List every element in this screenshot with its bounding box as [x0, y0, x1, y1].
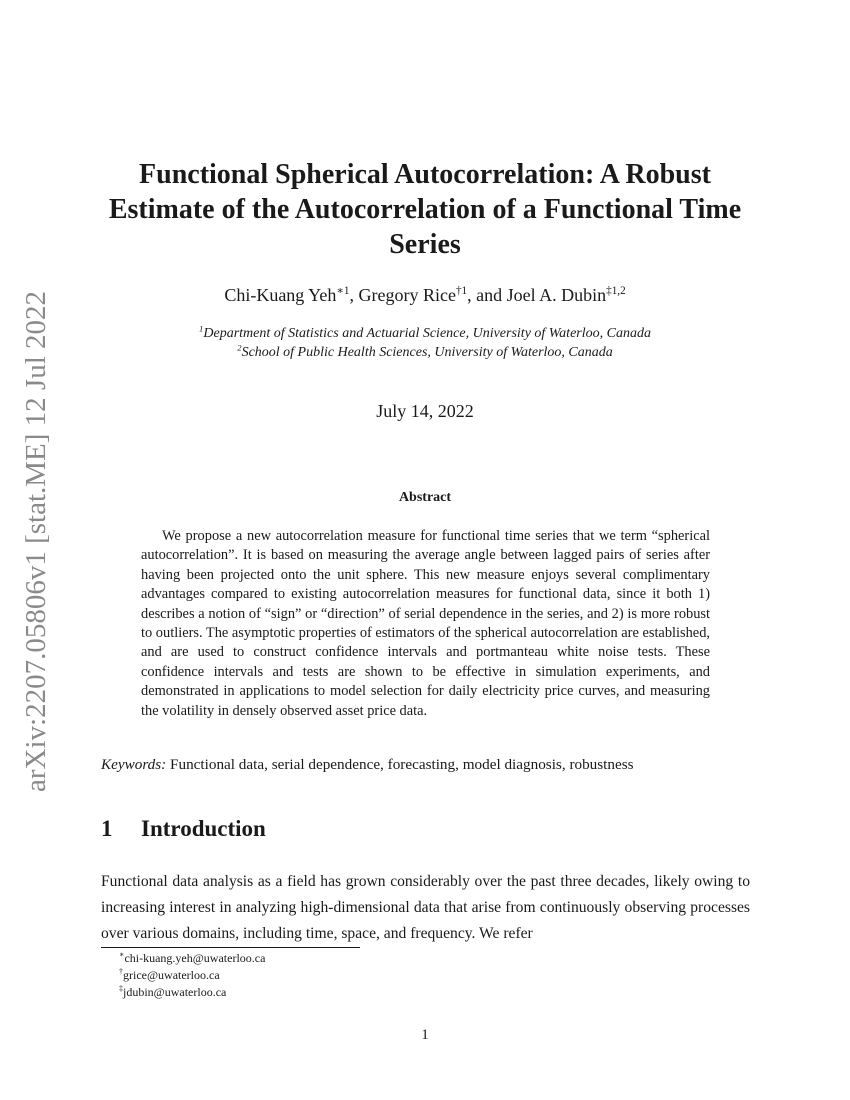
- section-title: Introduction: [141, 816, 266, 841]
- footnote-email: jdubin@uwaterloo.ca: [123, 985, 227, 999]
- author-affiliation-marks: ‡1,2: [606, 285, 626, 297]
- footnote: [119, 950, 265, 967]
- page-number: 1: [421, 1027, 429, 1043]
- footnote-divider: [101, 947, 360, 948]
- footnote-email: chi-kuang.yeh@uwaterloo.ca: [124, 951, 266, 965]
- author-name: Chi-Kuang Yeh: [224, 285, 337, 305]
- affiliation-number: 1: [199, 323, 204, 334]
- affiliation-text: School of Public Health Sciences, University of Waterloo, Canada: [241, 345, 613, 360]
- paper-title: Functional Spherical Autocorrelation: A Robust Estimate of the Autocorrelation of a Functional Time Series: [108, 159, 742, 260]
- footnote: [119, 984, 265, 1001]
- arxiv-identifier-stamp: arXiv:2207.05806v1 [stat.ME] 12 Jul 2022: [20, 290, 52, 792]
- affiliation-number: 2: [237, 342, 242, 353]
- abstract-heading: Abstract: [398, 490, 452, 505]
- author-affiliation-marks: ∗1: [336, 285, 350, 297]
- author-name: Joel A. Dubin: [506, 285, 607, 305]
- introduction-text: Functional data analysis as a field has grown considerably over the past three decades, likely owing to increasing interest in analyzing high-dimensional data that arise from continuously observing processes over various domains, including time, space, and frequency. We refer: [101, 873, 750, 942]
- footnote-list: [119, 950, 265, 1001]
- affiliation-list: [100, 324, 750, 362]
- footnote-mark: ∗: [119, 950, 125, 959]
- author-list: [100, 285, 750, 306]
- author-separator: ,: [349, 285, 359, 305]
- footnote-mark: ‡: [119, 984, 123, 993]
- keywords-text: Functional data, serial dependence, forecasting, model diagnosis, robustness: [170, 756, 634, 773]
- publication-date: July 14, 2022: [376, 401, 474, 421]
- author-separator: , and: [467, 285, 507, 305]
- affiliation: [100, 343, 750, 362]
- affiliation-text: Department of Statistics and Actuarial Science, University of Waterloo, Canada: [203, 326, 651, 341]
- keywords-line: [101, 756, 751, 774]
- section-heading: [101, 816, 266, 842]
- section-number: 1: [101, 816, 113, 841]
- abstract-text: We propose a new autocorrelation measure for functional time series that we term “spherical autocorrelation”. It is based on measuring the average angle between lagged pairs of series after having been projected onto the unit sphere. This new measure enjoys several complimentary advantages compared to existing autocorrelation measures for functional data, since it both 1) describes a notion of “sign” or “direction” of serial dependence in the series, and 2) is more robust to outliers. The asymptotic properties of estimators of the spherical autocorrelation are established, and are used to construct confidence intervals and portmanteau white noise tests. These confidence intervals and tests are shown to be effective in simulation experiments, and demonstrated in applications to model selection for daily electricity price curves, and measuring the volatility in densely observed asset price data.: [141, 528, 710, 719]
- author-name: Gregory Rice: [358, 285, 456, 305]
- footnote-mark: †: [119, 967, 123, 976]
- footnote-email: grice@uwaterloo.ca: [123, 968, 220, 982]
- author-affiliation-marks: †1: [455, 285, 468, 297]
- footnote: [119, 967, 265, 984]
- keywords-label: Keywords:: [101, 756, 167, 773]
- affiliation: [100, 324, 750, 343]
